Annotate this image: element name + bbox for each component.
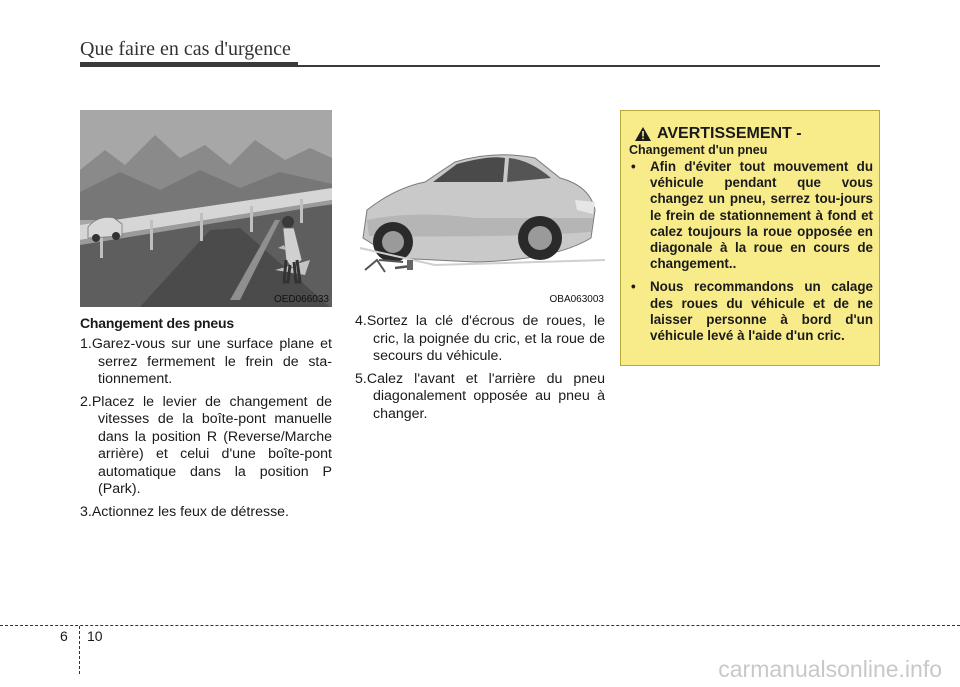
step-item: 4.Sortez la clé d'écrous de roues, le cric, la poignée du cric, et la roue de secours du véhicule. bbox=[355, 313, 605, 364]
section-heading: Changement des pneus bbox=[80, 315, 234, 331]
roadside-drawing bbox=[80, 110, 332, 307]
step-item: 5.Calez l'avant et l'arrière du pneu diagonalement opposée au pneu à changer. bbox=[355, 370, 605, 422]
footer-rule bbox=[0, 625, 960, 626]
figure-caption: OBA063003 bbox=[549, 294, 604, 305]
warning-item bbox=[629, 279, 873, 344]
steps-list-right bbox=[355, 313, 605, 428]
figure-car-illustration bbox=[355, 110, 607, 307]
watermark: carmanualsonline.info bbox=[718, 656, 942, 682]
figure-caption: OED066033 bbox=[273, 294, 329, 305]
step-item: 2.Placez le levier de changement de vitesses de la boîte-pont manuelle dans la position R (Reverse/Marche arrière) et celui d'une boîte-pont automatique dans la position P (Park). bbox=[80, 393, 332, 497]
step-item: 1.Garez-vous sur une surface plane et serrez fermement le frein de sta-tionnement. bbox=[80, 336, 332, 387]
warning-triangle-icon bbox=[635, 127, 651, 141]
footer-divider bbox=[79, 626, 80, 674]
footer-page-number: 10 bbox=[87, 628, 103, 644]
warning-box bbox=[620, 110, 880, 366]
warning-item-text: Afin d'éviter tout mouvement du véhicule pendant que vous changez un pneu, serrez tou-jours le frein de stationnement à fond et calez toujours la roue opposée en diagonale à la roue en cours de changement.. bbox=[650, 159, 873, 272]
page-header-title: Que faire en cas d'urgence bbox=[80, 38, 291, 60]
footer-section-number: 6 bbox=[60, 628, 68, 644]
warning-title bbox=[635, 125, 802, 143]
warning-subtitle: Changement d'un pneu bbox=[629, 143, 768, 157]
bullet-icon: • bbox=[631, 159, 636, 174]
step-item: 3.Actionnez les feux de détresse. bbox=[80, 503, 289, 520]
warning-item-text: Nous recommandons un calage des roues du véhicule et de ne laisser personne à bord d'un véhicule levé à l'aide d'un cric. bbox=[650, 279, 873, 344]
figure-roadside-illustration bbox=[80, 110, 332, 307]
steps-list-left bbox=[80, 336, 332, 526]
header-rule-thick bbox=[80, 62, 298, 67]
header-rule-thin bbox=[298, 65, 880, 67]
warning-title-text: AVERTISSEMENT - bbox=[657, 125, 802, 142]
warning-list bbox=[629, 159, 873, 351]
bullet-icon: • bbox=[631, 279, 636, 295]
car-drawing bbox=[355, 110, 607, 307]
warning-item bbox=[629, 159, 873, 272]
